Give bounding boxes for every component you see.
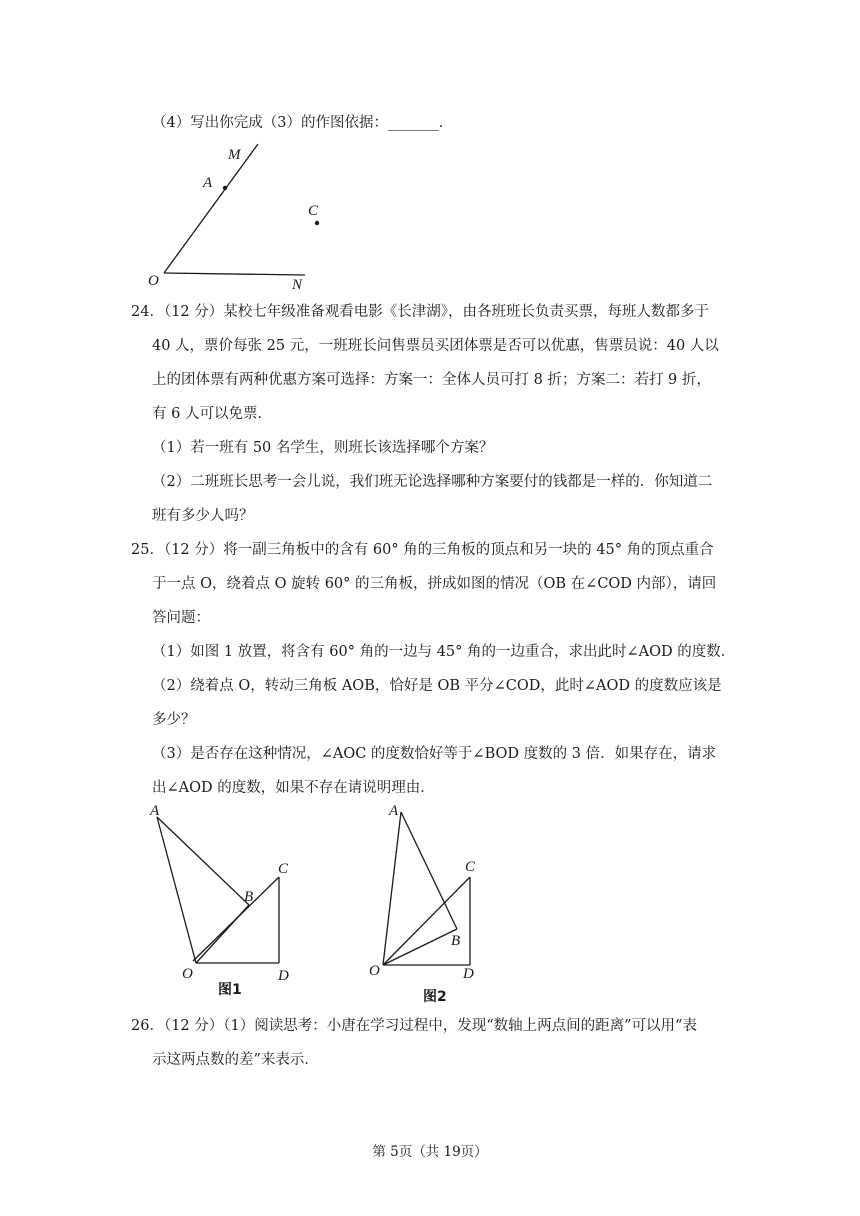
fig2-line-ob — [383, 929, 457, 965]
label-c: C — [308, 203, 319, 219]
q25-part3b: 出∠AOD 的度数，如果不存在请说明理由． — [152, 780, 435, 796]
q24-line1: 24．（12 分）某校七年级准备观看电影《长津湖》，由各班班长负责买票，每班人数都多于 — [131, 304, 710, 320]
q25-line2: 于一点 O，绕着点 O 旋转 60° 的三角板，拼成如图的情况（OB 在∠COD 内部），请回 — [152, 576, 717, 592]
fig2-label-d: D — [463, 966, 474, 982]
q25-part1: （1）如图 1 放置，将含有 60° 角的一边与 45° 角的一边重合，求出此时∠AOD 的度数． — [152, 644, 736, 660]
q25-figure-2 — [365, 795, 505, 1010]
point-a — [223, 186, 227, 190]
fig1-line-ao — [157, 817, 196, 963]
fig2-line-ab — [401, 812, 457, 929]
fig2-caption: 图2 — [423, 989, 447, 1005]
point-c — [315, 221, 319, 225]
label-m: M — [228, 147, 241, 163]
q24-line4: 有 6 人可以免票． — [152, 406, 272, 422]
fig1-line-oc — [193, 877, 279, 961]
fig1-label-c: C — [278, 861, 289, 877]
q25-figure-1 — [140, 795, 320, 1000]
q26-line1: 26．（12 分）（1）阅读思考：小唐在学习过程中，发现“数轴上两点间的距离”可以用“表 — [131, 1018, 697, 1034]
fig1-caption: 图1 — [218, 982, 242, 998]
fig2-label-b: B — [451, 933, 461, 949]
fig1-label-b: B — [244, 889, 254, 905]
q23-figure — [140, 135, 340, 295]
fig1-label-a: A — [150, 803, 160, 819]
label-n: N — [292, 277, 303, 293]
q25-part3a: （3）是否存在这种情况，∠AOC 的度数恰好等于∠BOD 度数的 3 倍．如果存在，请求 — [152, 746, 717, 762]
q24-line3: 上的团体票有两种优惠方案可选择：方案一：全体人员可打 8 折；方案二：若打 9 折， — [152, 372, 711, 388]
fig2-line-oc — [383, 877, 470, 965]
q25-part2a: （2）绕着点 O，转动三角板 AOB，恰好是 OB 平分∠COD，此时∠AOD 的度数应该是 — [152, 678, 722, 694]
q25-line1: 25．（12 分）将一副三角板中的含有 60° 角的三角板的顶点和另一块的 45° 角的顶点重合 — [131, 542, 714, 558]
q24-part1: （1）若一班有 50 名学生，则班长该选择哪个方案？ — [152, 440, 494, 456]
q25-part2b: 多少？ — [152, 712, 196, 728]
ray-om — [164, 144, 258, 273]
page-footer: 第 5页（共 19页） — [372, 1144, 488, 1160]
label-a: A — [203, 175, 213, 191]
fig2-label-o: O — [369, 963, 380, 979]
fig1-label-d: D — [278, 968, 289, 984]
q24-line2: 40 人，票价每张 25 元，一班班长问售票员买团体票是否可以优惠，售票员说：40 人以 — [152, 338, 719, 354]
q24-part2b: 班有多少人吗？ — [152, 508, 254, 524]
q24-part2a: （2）二班班长思考一会儿说，我们班无论选择哪种方案要付的钱都是一样的．你知道二 — [152, 474, 713, 490]
fig1-line-ab — [157, 817, 249, 905]
q26-line2: 示这两点数的差”来表示． — [152, 1052, 319, 1068]
ray-on — [164, 273, 305, 275]
q23-part4-text: （4）写出你完成（3）的作图依据：_______． — [152, 115, 454, 131]
q25-line3: 答问题： — [152, 610, 210, 626]
fig2-label-a: A — [389, 803, 399, 819]
fig2-label-c: C — [465, 859, 476, 875]
fig2-line-ao — [383, 812, 401, 965]
label-o: O — [148, 273, 159, 289]
fig1-label-o: O — [182, 966, 193, 982]
